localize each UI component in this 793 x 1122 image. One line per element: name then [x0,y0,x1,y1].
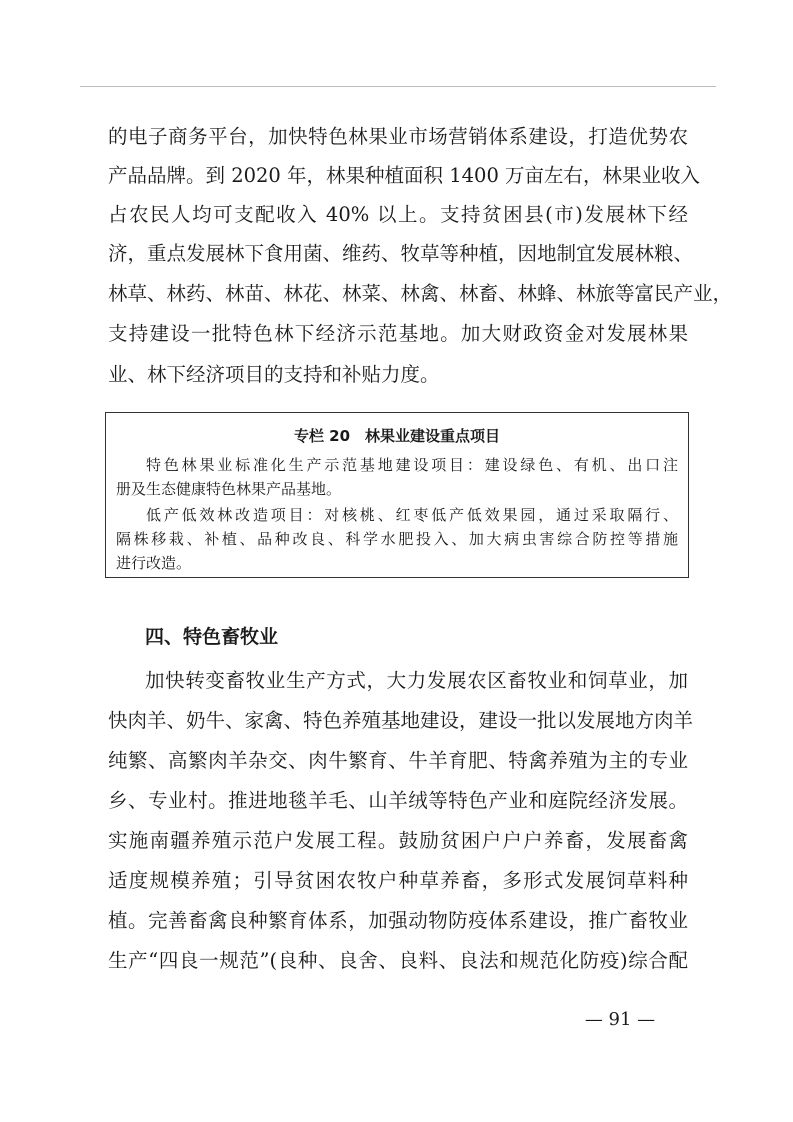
paragraph-1-line-1: 的电子商务平台，加快特色林果业市场营销体系建设，打造优势农 [108,125,688,148]
section-heading: 四、特色畜牧业 [145,626,279,648]
paragraph-1-line-2: 产品品牌。到 2020 年，林果种植面积 1400 万亩左右，林果业收入 [108,164,701,187]
feature-box-line-5: 进行改造。 [116,554,192,572]
paragraph-2-line-5: 实施南疆养殖示范户发展工程。鼓励贫困户户户养畜，发展畜禽 [108,829,688,852]
paragraph-1-line-3: 占农民人均可支配收入 40% 以上。支持贫困县(市)发展林下经 [108,203,688,226]
feature-box-line-4: 隔株移栽、补植、品种改良、科学水肥投入、加大病虫害综合防控等措施 [116,530,678,548]
paragraph-1-line-6: 支持建设一批特色林下经济示范基地。加大财政资金对发展林果 [108,322,688,345]
paragraph-2-line-4: 乡、专业村。推进地毯羊毛、山羊绒等特色产业和庭院经济发展。 [108,789,688,812]
feature-box-line-2: 册及生态健康特色林果产品基地。 [116,480,342,498]
paragraph-2-line-8: 生产“四良一规范”(良种、良舍、良料、良法和规范化防疫)综合配 [108,949,688,972]
paragraph-1-line-7: 业、林下经济项目的支持和补贴力度。 [108,363,440,386]
feature-box-line-1: 特色林果业标准化生产示范基地建设项目：建设绿色、有机、出口注 [146,456,678,474]
paragraph-2-line-3: 纯繁、高繁肉羊杂交、肉牛繁育、牛羊育肥、特禽养殖为主的专业 [108,749,688,772]
paragraph-2-line-2: 快肉羊、奶牛、家禽、特色养殖基地建设，建设一批以发展地方肉羊 [108,709,694,732]
paragraph-2-line-7: 植。完善畜禽良种繁育体系，加强动物防疫体系建设，推广畜牧业 [108,909,688,932]
feature-box [105,412,689,578]
page-number: — 91 — [584,1009,656,1030]
feature-box-title: 专栏 20 林果业建设重点项目 [293,427,501,445]
paragraph-1-line-5: 林草、林药、林苗、林花、林菜、林禽、林畜、林蜂、林旅等富民产业， [108,282,733,305]
feature-box-line-3: 低产低效林改造项目：对核桃、红枣低产低效果园，通过采取隔行、 [146,506,678,524]
paragraph-1-line-4: 济，重点发展林下食用菌、维药、牧草等种植，因地制宜发展林粮、 [108,242,694,265]
header-rule [80,86,716,87]
paragraph-2-line-1: 加快转变畜牧业生产方式，大力发展农区畜牧业和饲草业，加 [145,669,688,692]
paragraph-2-line-6: 适度规模养殖；引导贫困农牧户种草养畜，多形式发展饲草料种 [108,869,688,892]
